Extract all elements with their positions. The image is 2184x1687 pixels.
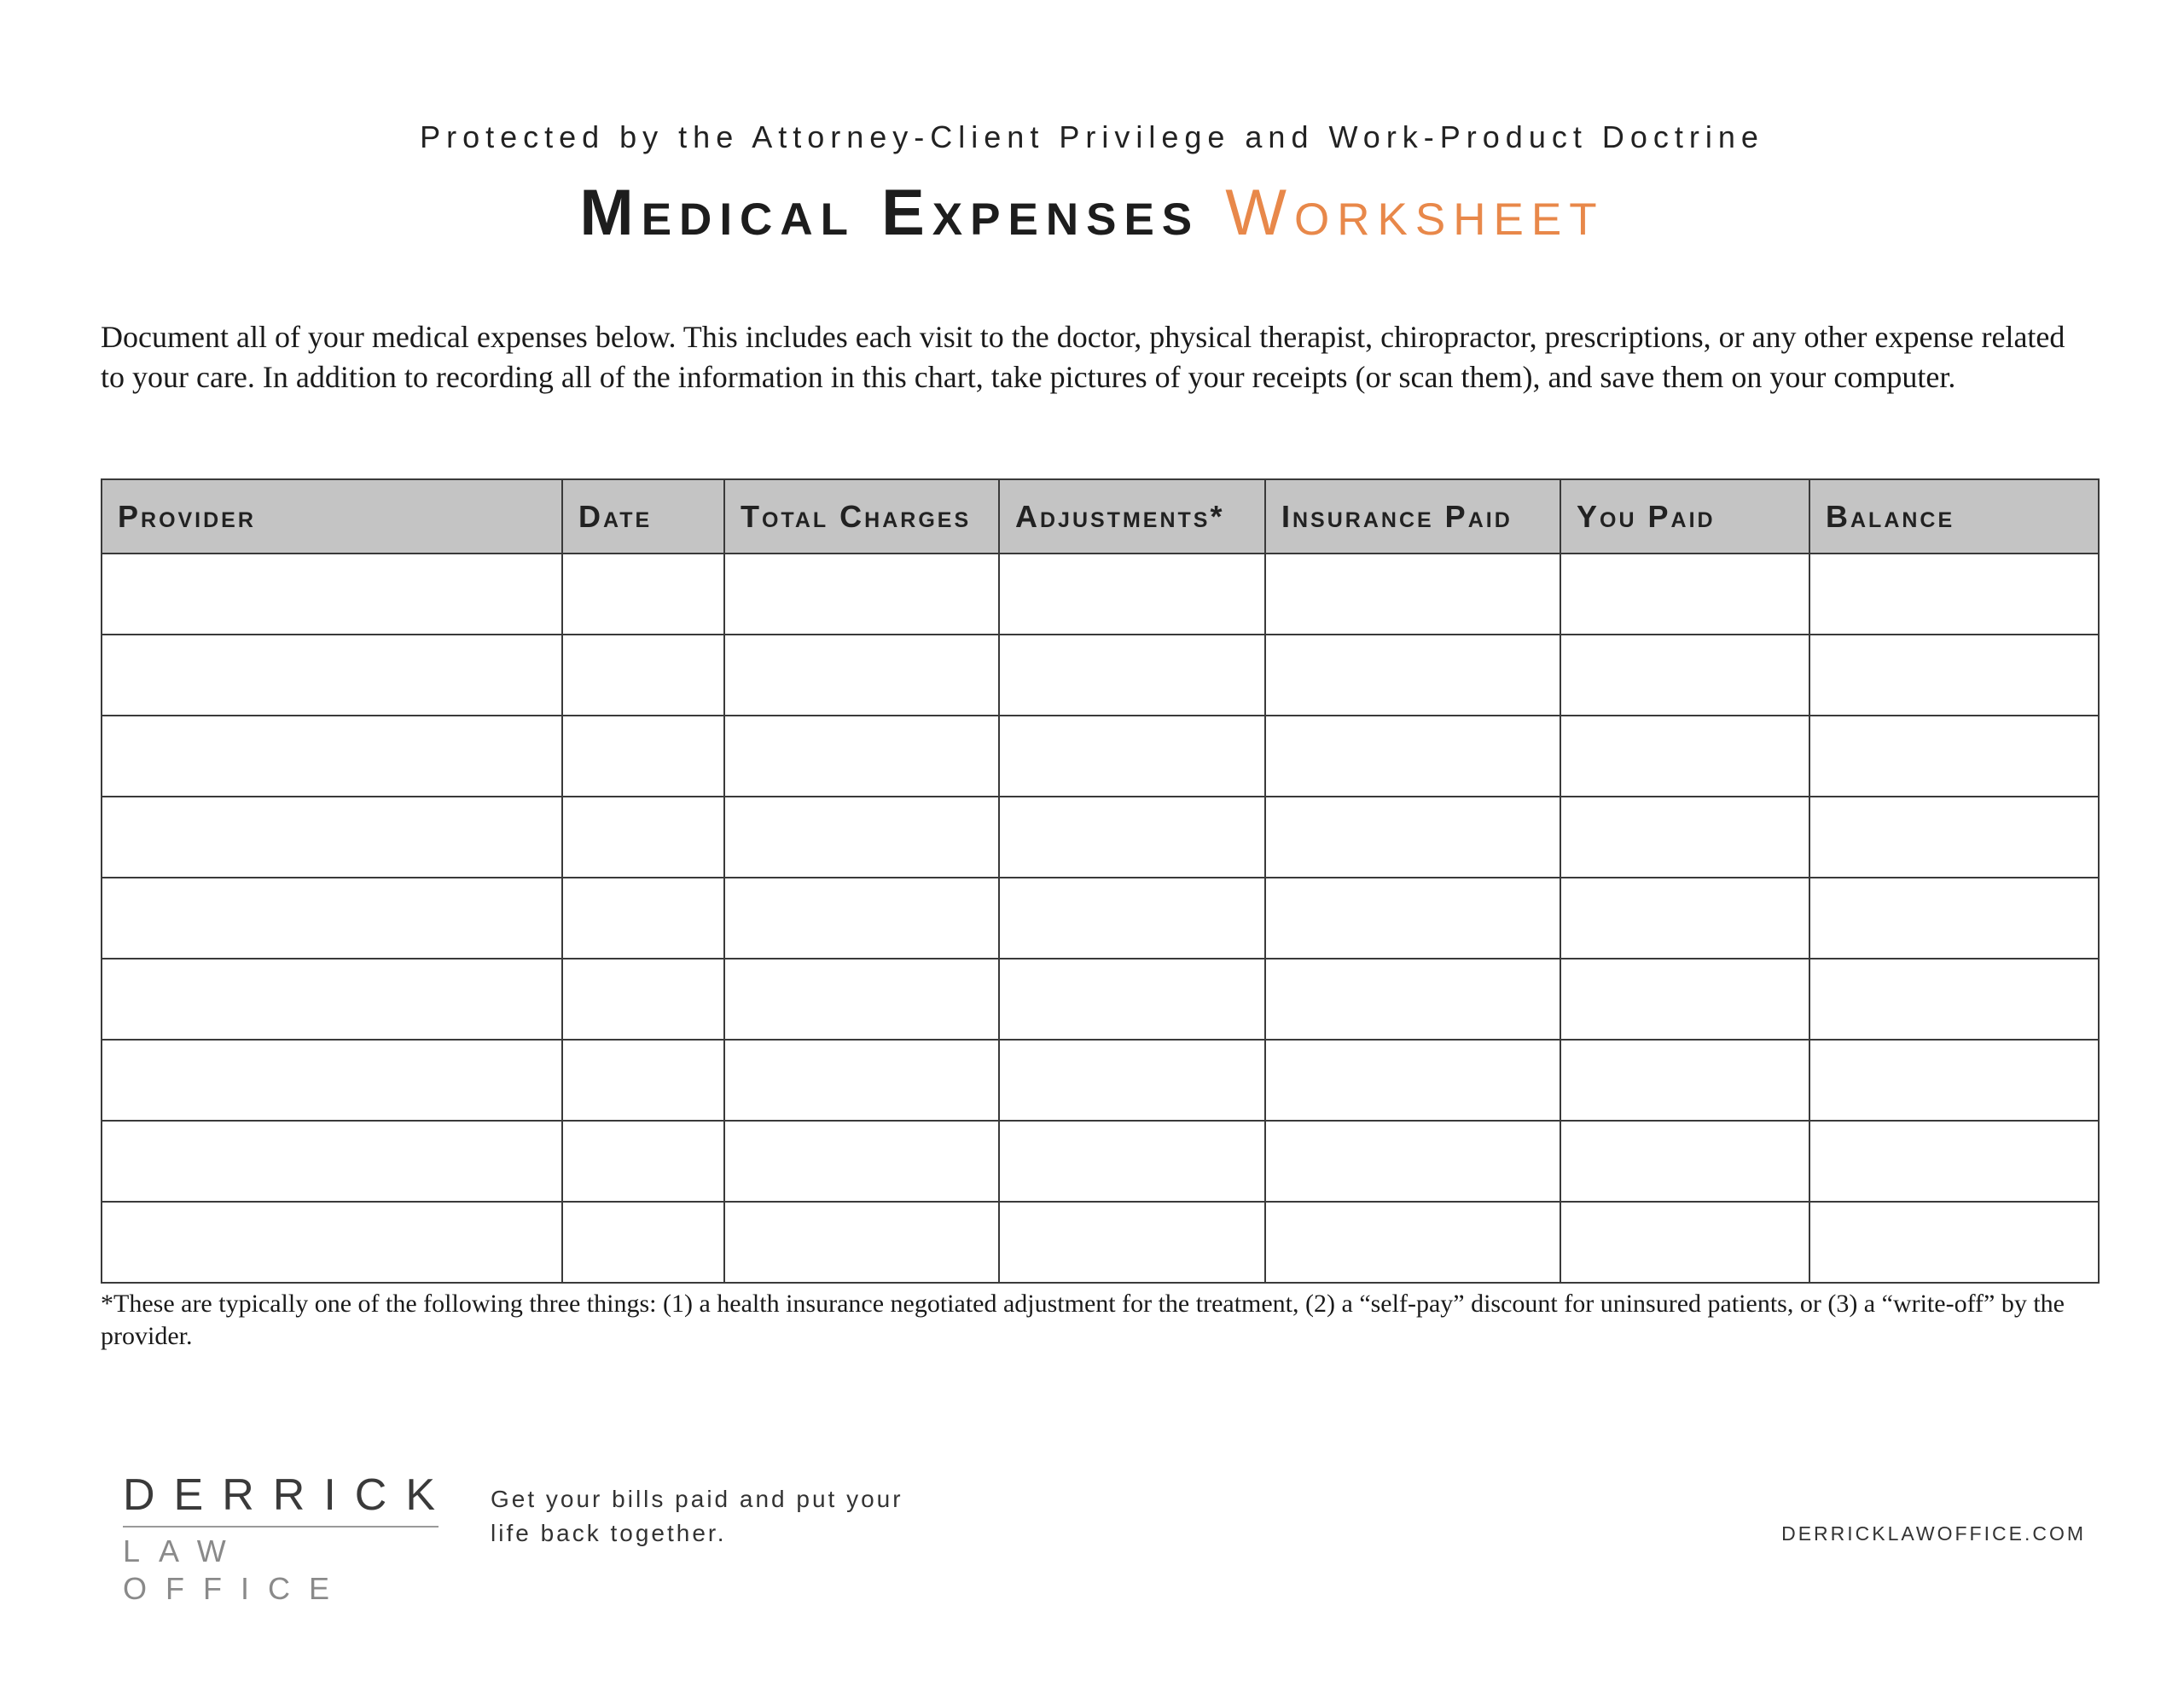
cell-insurance-paid[interactable] — [1265, 959, 1560, 1040]
logo-name: DERRICK — [123, 1471, 439, 1528]
cell-date[interactable] — [562, 1121, 724, 1202]
cell-adjustments[interactable] — [999, 1121, 1265, 1202]
cell-balance[interactable] — [1809, 1121, 2099, 1202]
cell-date[interactable] — [562, 716, 724, 797]
cell-you-paid[interactable] — [1560, 797, 1809, 878]
tagline-line-2: life back together. — [491, 1520, 727, 1546]
tagline — [491, 1482, 968, 1551]
cell-insurance-paid[interactable] — [1265, 554, 1560, 635]
table-row — [102, 1121, 2099, 1202]
column-header-insurance-paid: Insurance Paid — [1265, 479, 1560, 554]
cell-provider[interactable] — [102, 1040, 562, 1121]
table-row — [102, 959, 2099, 1040]
cell-total-charges[interactable] — [724, 1121, 999, 1202]
cell-date[interactable] — [562, 797, 724, 878]
cell-provider[interactable] — [102, 716, 562, 797]
cell-total-charges[interactable] — [724, 1202, 999, 1283]
column-header-date: Date — [562, 479, 724, 554]
cell-adjustments[interactable] — [999, 797, 1265, 878]
table-row — [102, 1202, 2099, 1283]
cell-provider[interactable] — [102, 554, 562, 635]
cell-you-paid[interactable] — [1560, 716, 1809, 797]
cell-provider[interactable] — [102, 878, 562, 959]
column-header-provider: Provider — [102, 479, 562, 554]
cell-insurance-paid[interactable] — [1265, 1040, 1560, 1121]
cell-you-paid[interactable] — [1560, 1040, 1809, 1121]
cell-you-paid[interactable] — [1560, 554, 1809, 635]
cell-balance[interactable] — [1809, 878, 2099, 959]
cell-balance[interactable] — [1809, 554, 2099, 635]
cell-adjustments[interactable] — [999, 716, 1265, 797]
cell-total-charges[interactable] — [724, 878, 999, 959]
column-header-balance: Balance — [1809, 479, 2099, 554]
cell-balance[interactable] — [1809, 797, 2099, 878]
table-row — [102, 1040, 2099, 1121]
cell-balance[interactable] — [1809, 1040, 2099, 1121]
footnote: *These are typically one of the following three things: (1) a health insurance negotiated adjustment for the treatment, (2) a “self-pay” discount for uninsured patients, or (3) a “write-off” by the provider. — [101, 1290, 2065, 1350]
cell-insurance-paid[interactable] — [1265, 797, 1560, 878]
cell-you-paid[interactable] — [1560, 959, 1809, 1040]
page-title — [0, 177, 2184, 249]
cell-provider[interactable] — [102, 1121, 562, 1202]
expenses-table — [101, 478, 2100, 1284]
cell-balance[interactable] — [1809, 716, 2099, 797]
column-header-you-paid: You Paid — [1560, 479, 1809, 554]
cell-insurance-paid[interactable] — [1265, 1202, 1560, 1283]
table-row — [102, 635, 2099, 716]
column-header-adjustments: Adjustments* — [999, 479, 1265, 554]
cell-adjustments[interactable] — [999, 635, 1265, 716]
cell-total-charges[interactable] — [724, 635, 999, 716]
cell-date[interactable] — [562, 635, 724, 716]
intro-paragraph: Document all of your medical expenses below. This includes each visit to the doctor, physical therapist, chiropractor, prescriptions, or any other expense related to your care. In addition to recording all of the information in this chart, take pictures of your receipts (or scan them), and save them on your computer. — [101, 320, 2065, 394]
cell-total-charges[interactable] — [724, 716, 999, 797]
cell-adjustments[interactable] — [999, 878, 1265, 959]
logo-subtitle: LAW OFFICE — [123, 1533, 348, 1606]
cell-balance[interactable] — [1809, 1202, 2099, 1283]
cell-date[interactable] — [562, 959, 724, 1040]
table-row — [102, 878, 2099, 959]
cell-insurance-paid[interactable] — [1265, 635, 1560, 716]
cell-total-charges[interactable] — [724, 554, 999, 635]
cell-you-paid[interactable] — [1560, 878, 1809, 959]
cell-provider[interactable] — [102, 797, 562, 878]
table-header-row — [102, 479, 2099, 554]
website-url: DERRICKLAWOFFICE.COM — [1781, 1522, 2086, 1545]
cell-total-charges[interactable] — [724, 797, 999, 878]
column-header-total-charges: Total Charges — [724, 479, 999, 554]
title-part-2: Worksheet — [1225, 177, 1605, 249]
title-part-1: Medical Expenses — [579, 177, 1200, 249]
cell-date[interactable] — [562, 1040, 724, 1121]
cell-balance[interactable] — [1809, 635, 2099, 716]
table-row — [102, 554, 2099, 635]
cell-provider[interactable] — [102, 1202, 562, 1283]
cell-balance[interactable] — [1809, 959, 2099, 1040]
cell-adjustments[interactable] — [999, 1040, 1265, 1121]
cell-date[interactable] — [562, 878, 724, 959]
privilege-notice: Protected by the Attorney-Client Privilege and Work-Product Doctrine — [420, 119, 1764, 154]
cell-provider[interactable] — [102, 635, 562, 716]
cell-adjustments[interactable] — [999, 959, 1265, 1040]
tagline-line-1: Get your bills paid and put your — [491, 1486, 903, 1512]
table-body — [102, 554, 2099, 1283]
cell-date[interactable] — [562, 554, 724, 635]
company-logo — [123, 1470, 455, 1608]
cell-provider[interactable] — [102, 959, 562, 1040]
cell-total-charges[interactable] — [724, 1040, 999, 1121]
cell-insurance-paid[interactable] — [1265, 1121, 1560, 1202]
table-row — [102, 797, 2099, 878]
cell-date[interactable] — [562, 1202, 724, 1283]
cell-insurance-paid[interactable] — [1265, 878, 1560, 959]
table-row — [102, 716, 2099, 797]
cell-you-paid[interactable] — [1560, 1121, 1809, 1202]
cell-you-paid[interactable] — [1560, 635, 1809, 716]
cell-insurance-paid[interactable] — [1265, 716, 1560, 797]
cell-adjustments[interactable] — [999, 1202, 1265, 1283]
cell-total-charges[interactable] — [724, 959, 999, 1040]
cell-adjustments[interactable] — [999, 554, 1265, 635]
cell-you-paid[interactable] — [1560, 1202, 1809, 1283]
